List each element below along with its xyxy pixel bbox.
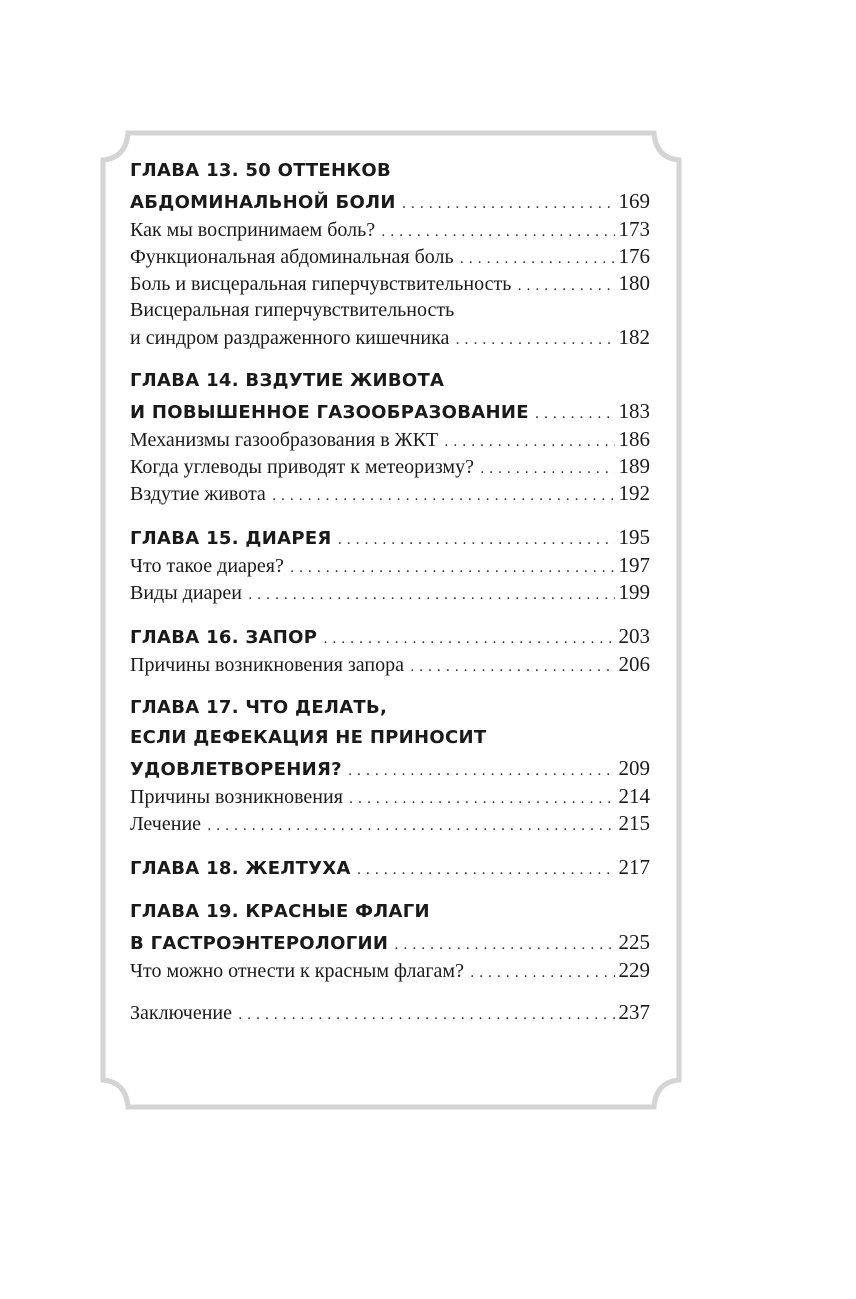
chapter-heading-line-page-number: 183 (618, 399, 650, 423)
section-line[interactable] (130, 651, 650, 678)
chapter-heading-line-page-number: 195 (618, 525, 650, 549)
chapter-heading-line[interactable] (130, 852, 650, 882)
section-line-title: Функциональная абдоминальная боль (130, 246, 454, 268)
chapter-heading-line-title: ГЛАВА 18. ЖЕЛТУХА (130, 858, 351, 879)
chapter-heading-line[interactable] (130, 927, 650, 957)
chapter-heading-line[interactable] (130, 693, 650, 723)
section-line[interactable] (130, 783, 650, 810)
section-line[interactable] (130, 270, 650, 297)
section-line-title: Висцеральная гиперчувствительность (130, 299, 455, 321)
section-line-page-number: 229 (618, 958, 650, 982)
chapter-heading-line[interactable] (130, 366, 650, 396)
section-line[interactable] (130, 243, 650, 270)
chapter-heading-line-title: ГЛАВА 19. КРАСНЫЕ ФЛАГИ (130, 901, 430, 922)
section-line[interactable] (130, 810, 650, 837)
chapter-heading-line-page-number: 203 (618, 624, 650, 648)
chapter-heading-line-title: ГЛАВА 14. ВЗДУТИЕ ЖИВОТА (130, 370, 445, 391)
chapter-heading-line-page-number: 209 (618, 756, 650, 780)
section-line[interactable] (130, 480, 650, 507)
section-line[interactable] (130, 426, 650, 453)
toc-chapter (130, 693, 650, 837)
dot-leader (517, 273, 614, 300)
chapter-heading-line[interactable] (130, 621, 650, 651)
chapter-heading-line-title: ЕСЛИ ДЕФЕКАЦИЯ НЕ ПРИНОСИТ (130, 727, 487, 748)
section-line-title: Когда углеводы приводят к метеоризму? (130, 456, 474, 478)
dot-leader (248, 582, 615, 609)
dot-leader (381, 219, 614, 246)
chapter-heading-line-title: УДОВЛЕТВОРЕНИЯ? (130, 759, 342, 780)
section-line-page-number: 192 (618, 481, 650, 505)
section-line[interactable] (130, 453, 650, 480)
chapter-heading-line-page-number: 225 (618, 930, 650, 954)
section-line-title: Механизмы газообразования в ЖКТ (130, 429, 439, 451)
toc-chapter (130, 522, 650, 606)
section-line-title: и синдром раздраженного кишечника (130, 327, 450, 349)
section-line[interactable] (130, 297, 650, 324)
chapter-heading-line[interactable] (130, 723, 650, 753)
chapter-heading-line-title: ГЛАВА 17. ЧТО ДЕЛАТЬ, (130, 697, 388, 718)
section-line-page-number: 237 (618, 1000, 650, 1024)
dot-leader (357, 855, 615, 885)
section-line[interactable] (130, 216, 650, 243)
section-line[interactable] (130, 957, 650, 984)
section-line-title: Как мы воспринимаем боль? (130, 219, 376, 241)
section-line-page-number: 189 (618, 454, 650, 478)
dot-leader (470, 960, 615, 987)
dot-leader (394, 930, 614, 960)
section-line[interactable] (130, 552, 650, 579)
chapter-heading-line[interactable] (130, 753, 650, 783)
dot-leader (349, 786, 615, 813)
dot-leader (290, 555, 615, 582)
dot-leader (402, 189, 615, 219)
section-line-page-number: 197 (618, 553, 650, 577)
chapter-heading-line[interactable] (130, 396, 650, 426)
section-line-title: Причины возникновения запора (130, 654, 404, 676)
section-line-title: Заключение (130, 1002, 232, 1024)
dot-leader (338, 525, 615, 555)
dot-leader (238, 1002, 615, 1029)
table-of-contents (130, 156, 650, 1041)
section-line-title: Виды диареи (130, 582, 242, 604)
dot-leader (460, 246, 615, 273)
section-line-page-number: 199 (618, 580, 650, 604)
toc-chapter (130, 999, 650, 1026)
dot-leader (410, 654, 615, 681)
chapter-heading-line[interactable] (130, 522, 650, 552)
toc-chapter (130, 621, 650, 678)
chapter-heading-line[interactable] (130, 156, 650, 186)
chapter-heading-line-title: В ГАСТРОЭНТЕРОЛОГИИ (130, 933, 389, 954)
dot-leader (444, 429, 614, 456)
section-line-title: Что такое диарея? (130, 555, 284, 577)
dot-leader (455, 327, 614, 354)
dot-leader (535, 399, 615, 429)
section-line-title: Причины возникновения (130, 786, 343, 808)
chapter-heading-line[interactable] (130, 186, 650, 216)
dot-leader (480, 456, 615, 483)
section-line[interactable] (130, 579, 650, 606)
section-line-page-number: 182 (618, 325, 650, 349)
chapter-heading-line-title: ГЛАВА 13. 50 ОТТЕНКОВ (130, 160, 391, 181)
chapter-heading-line-title: ГЛАВА 15. ДИАРЕЯ (130, 528, 332, 549)
toc-chapter (130, 366, 650, 507)
toc-chapter (130, 156, 650, 351)
section-line-title: Что можно отнести к красным флагам? (130, 960, 464, 982)
section-line-title: Вздутие живота (130, 483, 266, 505)
chapter-heading-line-title: И ПОВЫШЕННОЕ ГАЗООБРАЗОВАНИЕ (130, 402, 529, 423)
section-line-title: Лечение (130, 813, 202, 835)
chapter-heading-line-page-number: 169 (618, 189, 650, 213)
dot-leader (207, 813, 614, 840)
section-line[interactable] (130, 999, 650, 1026)
section-line[interactable] (130, 324, 650, 351)
section-line-title: Боль и висцеральная гиперчувствительность (130, 273, 512, 295)
section-line-page-number: 180 (618, 271, 650, 295)
section-line-page-number: 206 (618, 652, 650, 676)
dot-leader (323, 624, 614, 654)
section-line-page-number: 215 (618, 811, 650, 835)
section-line-page-number: 173 (618, 217, 650, 241)
section-line-page-number: 186 (618, 427, 650, 451)
section-line-page-number: 214 (618, 784, 650, 808)
toc-chapter (130, 897, 650, 984)
chapter-heading-line-title: ГЛАВА 16. ЗАПОР (130, 627, 318, 648)
section-line-page-number: 176 (618, 244, 650, 268)
chapter-heading-line[interactable] (130, 897, 650, 927)
chapter-heading-line-title: АБДОМИНАЛЬНОЙ БОЛИ (130, 192, 396, 213)
chapter-heading-line-page-number: 217 (618, 855, 650, 879)
dot-leader (348, 756, 615, 786)
toc-chapter (130, 852, 650, 882)
dot-leader (272, 483, 615, 510)
